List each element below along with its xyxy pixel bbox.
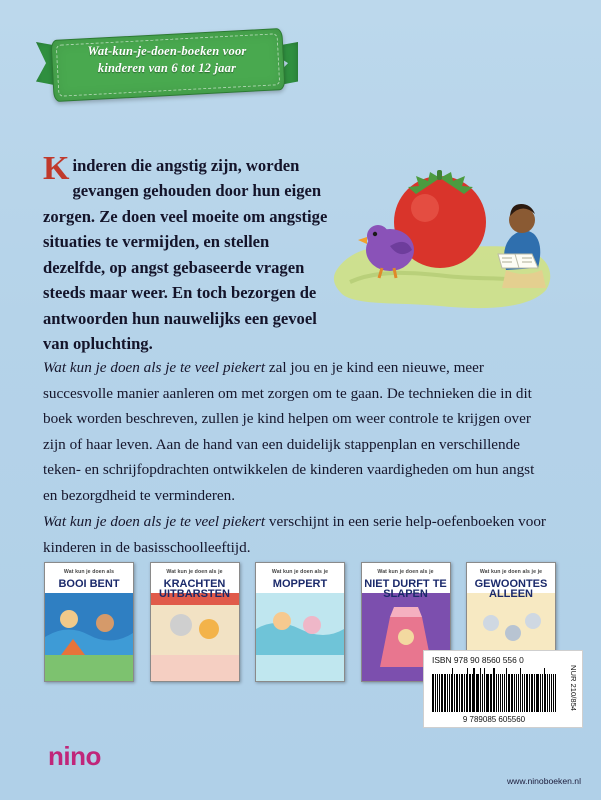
barcode bbox=[432, 668, 556, 712]
intro-paragraph bbox=[43, 149, 333, 357]
ribbon-line-1: Wat-kun-je-doen-boeken voor bbox=[87, 44, 247, 58]
series-cover-3-title: MOPPERT bbox=[272, 578, 328, 590]
intro-text: inderen die angstig zijn, worden gevangen gehouden door hun eigen zorgen. Ze doen veel moeite om angstige situaties te vermijden, en stellen dezelfde, op angst gebaseerde vragen steeds maar weer. En toch bezorgen de antwoorden hun nauwelijks een gevoel van opluchting. bbox=[43, 155, 328, 354]
series-cover-3-top: Wat kun je doen als je bbox=[271, 569, 329, 575]
cover-illustration bbox=[330, 150, 562, 320]
ribbon-banner bbox=[36, 34, 298, 106]
book-title-italic-2: Wat kun je doen als je te veel piekert bbox=[43, 513, 266, 531]
body-paragraph-1 bbox=[43, 355, 549, 508]
series-cover-4-title: NIET DURFT TE SLAPEN bbox=[364, 578, 447, 600]
series-cover-2-title: KRACHTEN UITBARSTEN bbox=[159, 578, 230, 600]
drop-cap: K bbox=[43, 149, 70, 187]
series-cover-3[interactable] bbox=[255, 562, 345, 682]
bird-head bbox=[367, 225, 389, 247]
isbn-barcode-block bbox=[423, 650, 583, 728]
tomato-stem bbox=[437, 170, 442, 180]
ribbon-text bbox=[36, 43, 298, 77]
series-cover-1-title: BOOI BENT bbox=[58, 578, 120, 590]
bird-eye bbox=[373, 232, 377, 236]
series-cover-1[interactable] bbox=[44, 562, 134, 682]
series-cover-5-top: Wat kun je doen als je je bbox=[479, 569, 543, 575]
book-title-italic-1: Wat kun je doen als je te veel piekert bbox=[43, 359, 266, 377]
bird-beak bbox=[358, 237, 367, 244]
body-paragraph-2-text: verschijnt in een serie help-oefenboeken voor kinderen in de basisschoolleeftijd. bbox=[43, 513, 546, 556]
isbn-label: ISBN 978 90 8560 556 0 bbox=[432, 655, 524, 665]
nur-code: NUR 210/854 bbox=[569, 665, 578, 712]
publisher-logo: nino bbox=[48, 741, 101, 771]
series-cover-1-top: Wat kun je doen als bbox=[63, 569, 115, 575]
series-cover-2[interactable] bbox=[150, 562, 240, 682]
tomato-highlight bbox=[411, 194, 439, 222]
series-cover-5-title: GEWOONTES ALLEEN bbox=[474, 578, 548, 600]
body-paragraph-2 bbox=[43, 509, 549, 560]
series-cover-2-top: Wat kun je doen als je bbox=[166, 569, 223, 575]
barcode-digits: 9 789085 605560 bbox=[462, 715, 526, 724]
publisher-website[interactable]: www.ninoboeken.nl bbox=[506, 776, 581, 786]
ribbon-line-2: kinderen van 6 tot 12 jaar bbox=[97, 61, 237, 75]
series-cover-4-top: Wat kun je doen als je bbox=[377, 569, 434, 575]
body-paragraph-1-text: zal jou en je kind een nieuwe, meer succesvolle manier aanleren om met zorgen om te gaan. De technieken die in dit boek worden beschreven, zullen je kind helpen om weer controle te krijgen over zijn of haar leven. Aan de hand van een duidelijk stappenplan en verschillende teken- en schrijfopdrachten ontwikkelen de kinderen vaardigheden om hun angst en bezorgdheid te verminderen. bbox=[43, 359, 535, 504]
